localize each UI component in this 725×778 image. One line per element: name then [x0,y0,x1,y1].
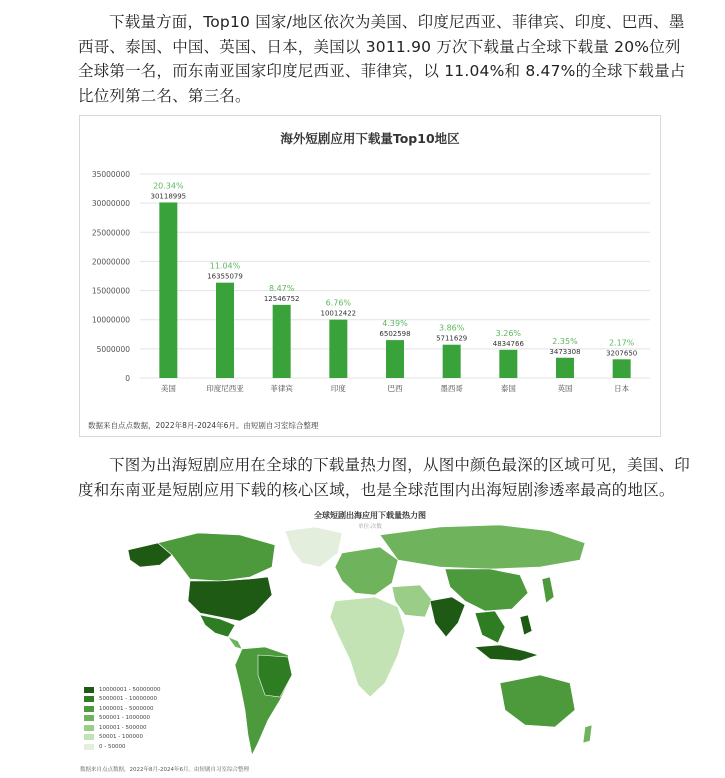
russia-region [380,525,585,569]
legend-swatch [84,744,94,750]
legend-label: 0 - 50000 [99,743,126,750]
heatmap-paragraph: 下图为出海短剧应用在全球的下载量热力图，从图中颜色最深的区域可见，美国、印度和东南亚是短剧应用下载的核心区域，也是全球范围内出海短剧渗透率最高的地区。 [78,456,690,499]
legend-swatch [84,706,94,712]
bar [499,350,517,378]
bar-percent-label: 2.35% [552,336,578,346]
x-category-label: 印度 [330,384,346,393]
legend-swatch [84,715,94,721]
x-category-label: 英国 [557,384,573,393]
legend-item [84,695,160,705]
legend-swatch [84,725,94,731]
europe-region [335,547,398,595]
canada-region [158,533,275,581]
legend-swatch [84,687,94,693]
bar [443,345,461,378]
legend-item [84,723,160,733]
bar [556,358,574,378]
y-tick-label: 20000000 [91,257,130,267]
map-title: 全球短剧出海应用下载量热力图 [314,511,426,520]
y-tick-label: 15000000 [91,286,130,296]
bar-value-label: 12546752 [263,294,300,303]
bar-percent-label: 3.26% [495,328,522,338]
legend-label: 1000001 - 5000000 [99,705,154,712]
legend-swatch [84,734,94,740]
y-tick-label: 0 [125,374,130,383]
bar-percent-label: 4.39% [382,319,408,329]
bar-value-label: 3207650 [606,349,638,358]
usa-region [188,577,272,621]
bar-chart [79,115,661,437]
bar-percent-label: 20.34% [153,181,184,191]
legend-item [84,742,160,752]
bar-value-label: 16355079 [207,272,243,281]
new-zealand-region [583,725,592,743]
greenland-region [285,527,342,567]
legend-label: 10000001 - 50000000 [99,686,161,693]
chart-title: 海外短剧应用下载量Top10地区 [280,131,460,146]
bar-percent-label: 8.47% [268,283,295,293]
x-category-label: 菲律宾 [270,384,293,393]
bar-value-label: 30118995 [150,192,187,201]
y-tick-label: 10000000 [91,315,130,325]
legend-label: 50001 - 100000 [99,734,143,741]
y-tick-label: 30000000 [91,199,130,209]
bar-value-label: 3473308 [549,347,581,356]
bar-percent-label: 3.86% [438,323,465,333]
africa-region [330,597,405,697]
legend-label: 500001 - 1000000 [99,715,150,722]
bar [159,202,177,378]
x-category-label: 日本 [614,384,630,393]
central-america-region [228,637,242,649]
bar-value-label: 6502598 [379,330,411,339]
y-tick-label: 5000000 [96,344,130,354]
y-tick-label: 25000000 [91,228,130,238]
map-legend [84,685,160,752]
bar [386,340,404,378]
bar-percent-label: 11.04% [209,261,241,271]
bar-percent-label: 6.76% [325,298,352,308]
indonesia-region [475,645,538,661]
bar-percent-label: 2.17% [608,338,635,348]
australia-region [500,675,575,727]
map-subtitle: 单位:次数 [358,524,382,530]
x-category-label: 泰国 [500,384,516,393]
x-category-label: 印度尼西亚 [206,384,244,393]
bar [216,283,234,378]
x-category-label: 墨西哥 [440,384,463,393]
legend-label: 100001 - 500000 [99,724,147,731]
intro-paragraph: 下载量方面，Top10 国家/地区依次为美国、印度尼西亚、菲律宾、印度、巴西、墨西哥、泰国、中国、英国、日本，美国以 3011.90 万次下载量占全球下载量 20%位列全球第一名，而东南亚国家印度尼西亚、菲律宾，以 11.04%和 8.47%的全球下载量占比位列第二名、第三名。 [78,13,686,105]
world-heatmap [80,505,660,778]
y-tick-label: 35000000 [91,170,130,179]
bar [273,305,291,378]
legend-item [84,685,160,695]
southeast-asia-region [475,611,505,643]
bar-chart-svg [80,116,660,436]
bar-value-label: 10012422 [320,309,357,318]
bar [329,320,347,378]
india-region [430,597,465,637]
x-category-label: 巴西 [387,384,403,393]
chart-source-note: 数据来自点点数据，2022年8月-2024年6月。由短剧自习室综合整理 [88,421,319,430]
x-category-label: 美国 [160,384,176,393]
bar [613,359,631,378]
world-map-svg [80,505,660,778]
bar-value-label: 4834766 [492,339,524,348]
legend-swatch [84,696,94,702]
legend-item [84,714,160,724]
legend-item [84,704,160,714]
philippines-region [520,615,532,635]
legend-label: 5000001 - 10000000 [99,696,157,703]
japan-region [542,577,554,603]
legend-item [84,733,160,743]
bar-value-label: 5711629 [436,334,468,343]
map-source-note: 数据来自点点数据，2022年8月-2024年6月。由短剧自习室综合整理 [80,767,249,773]
